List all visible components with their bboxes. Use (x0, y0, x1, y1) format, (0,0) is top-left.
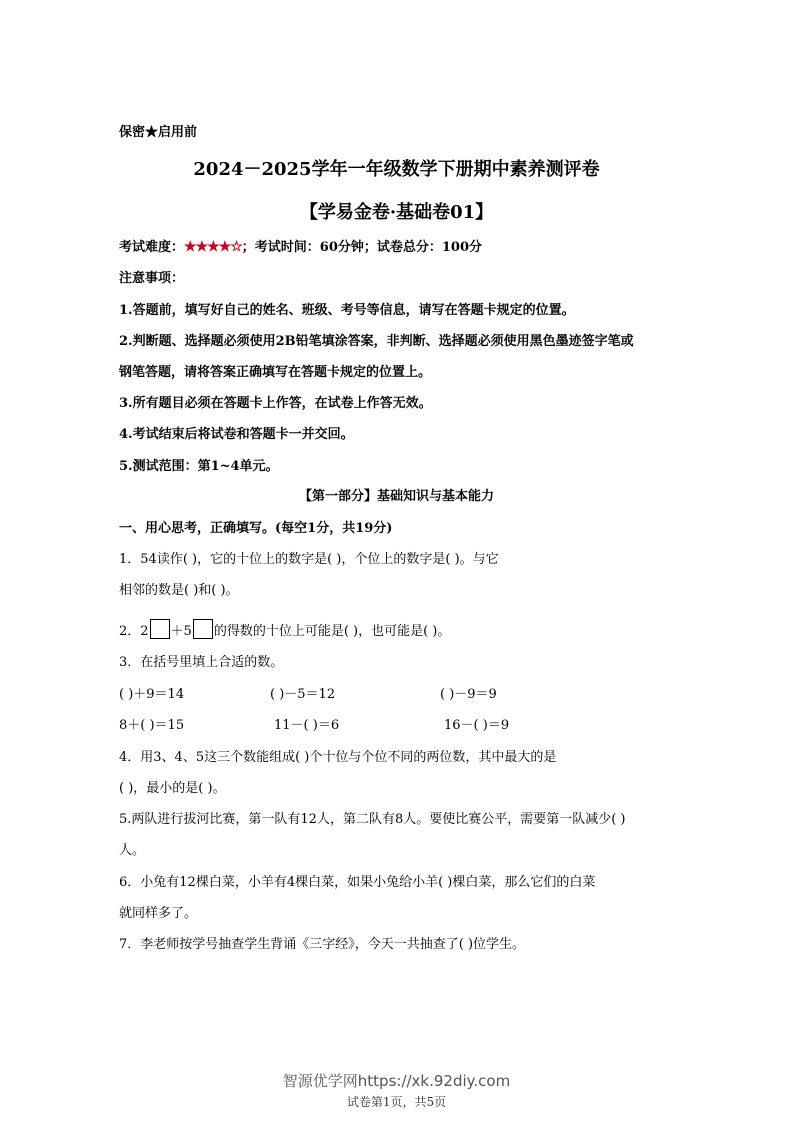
question-3: 3．在括号里填上合适的数。 (119, 655, 284, 670)
notes-heading: 注意事项： (119, 271, 185, 286)
question-2-mid: ＋5 (170, 624, 192, 639)
exam-subtitle: 【学易金卷·基础卷01】 (299, 202, 494, 223)
question-6-line-1: 6．小兔有12棵白菜，小羊有4棵白菜，如果小兔给小羊( )棵白菜，那么它们的白菜 (119, 875, 596, 890)
q3-row2-col2: 11－( )＝6 (274, 718, 340, 733)
difficulty-label: 考试难度： (119, 240, 185, 255)
q3-row2-col3: 16－( )＝9 (444, 718, 510, 733)
question-1-line-2: 相邻的数是( )和( )。 (119, 583, 239, 598)
part1-heading: 【第一部分】基础知识与基本能力 (298, 489, 494, 504)
note-1: 1.答题前，填写好自己的姓名、班级、考号等信息，请写在答题卡规定的位置。 (119, 303, 575, 318)
question-5-line-1: 5.两队进行拔河比赛，第一队有12人，第二队有8人。要使比赛公平，需要第一队减少( ) (119, 812, 626, 827)
question-5-line-2: 人。 (119, 843, 146, 858)
question-4-line-1: 4．用3、4、5这三个数能组成( )个十位与个位不同的两位数，其中最大的是 (119, 750, 557, 765)
page-footer: 试卷第1页，共5页 (346, 1095, 447, 1109)
q3-row1-col2: ( )－5＝12 (270, 687, 336, 702)
exam-time-score: ；考试时间：60分钟；试卷总分：100分 (241, 240, 483, 255)
q3-row2-col1: 8＋( )＝15 (119, 718, 185, 733)
section-1-heading: 一、用心思考，正确填写。(每空1分，共19分) (119, 521, 393, 536)
exam-title: 2024－2025学年一年级数学下册期中素养测评卷 (193, 159, 600, 180)
difficulty-star-empty: ☆ (230, 239, 242, 255)
confidential-label: 保密★启用前 (119, 125, 198, 140)
note-4: 4.考试结束后将试卷和答题卡一并交回。 (119, 427, 354, 442)
q3-row1-col3: ( )－9＝9 (440, 687, 497, 702)
note-2b: 钢笔答题，请将答案正确填写在答题卡规定的位置上。 (119, 365, 432, 380)
note-5: 5.测试范围：第1~4单元。 (119, 459, 279, 474)
digit-box-1 (150, 619, 170, 639)
exam-info-line (119, 238, 482, 257)
note-2a: 2.判断题、选择题必须使用2B铅笔填涂答案，非判断、选择题必须使用黑色墨迹签字笔或 (119, 334, 634, 349)
q3-row1-col1: ( )＋9＝14 (119, 687, 185, 702)
question-2 (119, 619, 450, 641)
watermark: 智源优学网https://xk.92diy.com (282, 1072, 511, 1090)
question-4-line-2: ( )，最小的是( )。 (119, 781, 226, 796)
question-1-line-1: 1．54读作( )，它的十位上的数字是( )，个位上的数字是( )。与它 (119, 552, 499, 567)
note-3: 3.所有题目必须在答题卡上作答，在试卷上作答无效。 (119, 396, 432, 411)
question-6-line-2: 就同样多了。 (119, 906, 198, 921)
question-2-suffix: 的得数的十位上可能是( )，也可能是( )。 (213, 624, 451, 639)
question-2-prefix: 2．2 (119, 624, 149, 639)
question-7: 7．李老师按学号抽查学生背诵《三字经》，今天一共抽查了( )位学生。 (119, 937, 526, 952)
difficulty-stars-filled: ★★★★ (184, 239, 231, 255)
digit-box-2 (193, 619, 213, 639)
